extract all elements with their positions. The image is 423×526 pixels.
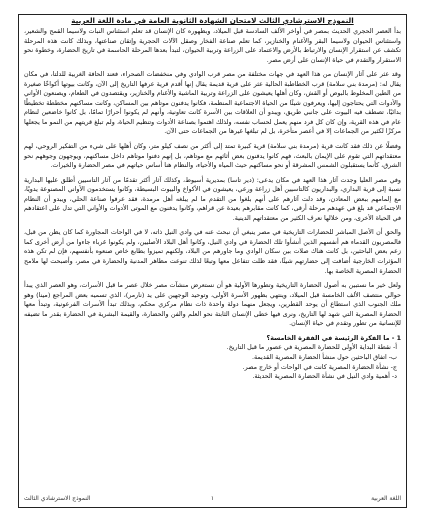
- paragraph-1: بدأ العصر الحجري الحديث بمصر في أواخر الألف السادسة قبل الميلاد، وبظهوره كان الإنسان قد تعلم استئناس النبات ولاسيما القمح والشعير، واستئناس الحيوان ولاسيما البقر والأغنام والخنازير، كما تعلم صناعة الفخار وصقل الآلات الحجرية وإتقان صناعتها، وبذلك كانت هذه المرحلة تكشف عن استقرار الإنسان والارتباط بالأرض والاعتماد على الزراعة وتربية الحيوان، لتبدأ بعدها المرحلة الحاسمة في تاريخ الحضارة، وخطوة نحو الاستقرار والتقدم في حياة الإنسان على أرض مصر.: [24, 28, 401, 64]
- paragraph-2: وقد عثر على آثار الإنسان من هذا العهد في جهات مختلفة من مصر قرب الوادي وفي منخفضات الصحراء، فعند الحافة الغربية للدلتا، في مكان يقال له: (مرمدة بني سلامة) قرب الخطاطبة الحالية عثر على قرية قديمة يقال إنها أقدم قرية عرفها التاريخ إلى الآن، وكانت بيوتها أكواخًا صغيرة من الطين المخلوط بالبوص أو القش، وكان أهلها يعيشون على الزراعة وتربية الماشية والأغنام والخنازير، ويقتصدون في الطعام، ويصنعون الأواني والأدوات التي يحتاجون إليها، ويعرفون شيئًا من الحياة الاجتماعية المنظمة، فكانوا يدفنون موتاهم بين المساكن، وكانت مساكنهم مخططة تخطيطًا بدائيًا، تصطف فيه البيوت على جانبي طريق، ويبدو أن العلاقات بين الأسرة كانت تعاونية، وأنهم لم يكونوا أحرارًا تمامًا، بل كانوا خاضعين لنظام عام في هذه القرية، وإن كان كل فرد منهم يعمل لحساب نفسه، ولذلك اهتموا بصناعة الأدوات وتنظيم الحياة، ولم تبلغ قريتهم من النمو ما يجعلها مركزًا لكثير من الجماعات إلا في أعصر متأخرة، بل لم تبلغها غيرها من الجماعات حتى الآن.: [24, 71, 401, 136]
- paragraph-6: ولعل خير ما نستبين به أصول الحضارة التاريخية وتطورها الأولية هو أن نستعرض منشآت مصر خلال عصر ما قبل الأسرات، وهو العصر الذي يبدأ حوالي منتصف الألف الخامسة قبل الميلاد، وينتهي بظهور الأسرة الأولى، وتوحيد الوجهين على يد (نارمر)، الذي تسميه بعض المراجع (مينا) وهو ملك الجنوب الذي استطاع أن يوحد القطرين، ويجعل منهما دولة واحدة ذات نظام مركزي محكم، وبذلك تبدأ الأسرات الفرعونية، وتبدأ معها الحضارة المصرية التي شهد لها التاريخ، ونرى فيها خطى الإنسان الثابتة نحو العلم والفن والحضارة، والقيمة البشرية في الحضارة بقدر ما تضيفه للإنسانية من تطور وتقدم في حياة الإنسان.: [24, 282, 401, 328]
- footer-model-name: النموذج الاسترشادي الثالث: [24, 495, 91, 502]
- page-number: ١: [210, 495, 215, 502]
- option-c[interactable]: ج- نشأة الحضارة المصرية كانت في الواحات أو خارج مصر.: [242, 363, 397, 371]
- paragraph-4: وفي مصر العليا وجدت آثار هذا العهد في مكان يدعى: (دير تاسا) بمديرية أسيوط، وكذلك آثار أكثر تقدمًا من آثار التاسيين أطلق عليها البدارية نسبة إلى قرية البداري، والبداريون كالتاسيين أهل زراعة ورعي، يعيشون في الأكواخ والبيوت البسيطة، وكانوا يستخدمون الأواني المصنوعة يدويًا، مع إلمامهم ببعض المعادن، وقد دلت آثارهم على أنهم بلغوا من التقدم ما لم يبلغه أهل مرمدة، فقد عرفوا صناعة الحلي، ويبدو أن النظام الاجتماعي قد بلغ في عهدهم مرحلة أرقى، كما كانت مقابرهم بعيدة عن قراهم، وكانوا يدفنون مع الموتى الأدوات والأواني التي تدل على اعتقادهم في الحياة الأخرى، ومن خلالها نعرف الكثير من معتقداتهم الدينية.: [24, 176, 401, 222]
- page-title: النموذج الاسترشادي الثالث لامتحان الشهادة الثانوية العامة في مادة اللغة العربية: [71, 16, 354, 25]
- document-body: [24, 16, 401, 382]
- paragraph-5: والحق أن الأصل المباشر للحضارات التاريخية في مصر ينبغي أن نبحث عنه في وادي النيل ذاته، لا في الواحات المجاورة كما كان يظن من قبل، فالمصريون القدماء هم أنفسهم الذين أنشأوا تلك الحضارة في وادي النيل، وكانوا أهل البلاد الأصليين، ولم يكونوا غرباء جاءوا من أرض أخرى كما زعم بعض الباحثين، بل كانت هناك صلات بين سكان الوادي وما جاورهم من البلاد، ولكنهم تميزوا بطابع خاص صنعوه بأنفسهم، فإن لم تكن هذه المؤثرات الخارجية أضافت إلى حضارتهم شيئًا، فقد ظلت تتفاعل معها وتبعًا لذلك تنوعت مظاهر المدنية والحضارة في مصر، وأصبحت لها ملامح الحضارة المصرية الخاصة بها.: [24, 229, 401, 275]
- option-d[interactable]: د- أهمية وادي النيل في نشأة الحضارة المصرية الحديثة.: [252, 373, 397, 381]
- question-1: 1 - ما الفكرة الرئيسة في الفقرة الخامسة؟: [266, 334, 401, 342]
- paragraph-3: وفضلًا عن ذلك فقد كانت قرية (مرمدة بني سلامة) قرية كبيرة تمتد إلى أكثر من نصف كيلو متر، وكان أهلها على شيء من التفكير الروحي، لهم معتقداتهم التي تقوم على الإيمان بالبعث، فهم كانوا يدفنون بعض أثاثهم مع موتاهم، بل إنهم دفنوا موتاهم داخل مساكنهم، ويوجهون وجوههم نحو الشرق، كأنما يستقبلون الشمس المشرقة أو نحو مساكنهم حيث المياه والأحياء، والنظام هنا أساس حياتهم في مصر الحضارة والخيرات.: [24, 143, 401, 170]
- option-b[interactable]: ب- اتفاق الباحثين حول منشأ الحضارة المصرية القديمة.: [251, 353, 397, 361]
- footer-subject: اللغة العربية: [371, 495, 401, 502]
- option-a[interactable]: أ- نقطة البداية الأولى للحضارة المصرية في عصور ما قبل التاريخ.: [226, 344, 397, 352]
- page-footer: [24, 494, 401, 504]
